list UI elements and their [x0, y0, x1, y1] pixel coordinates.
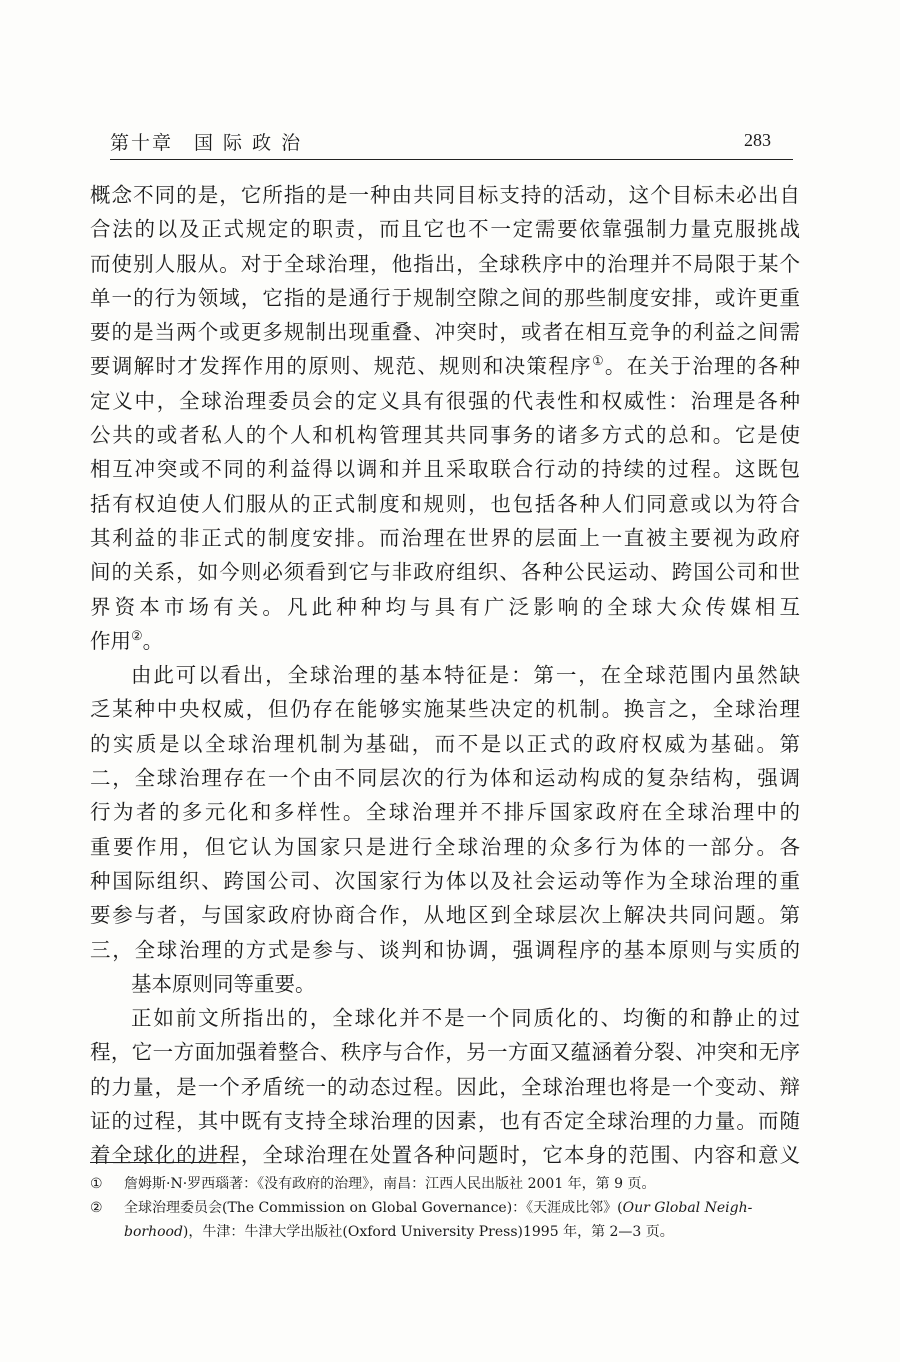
text-line: 由此可以看出，全球治理的基本特征是：第一，在全球范围内虽然缺 — [131, 663, 800, 688]
text-line: 间的关系，如今则必须看到它与非政府组织、各种公民运动、跨国公司和世 — [90, 560, 800, 585]
running-head — [110, 128, 793, 158]
text-line: 概念不同的是，它所指的是一种由共同目标支持的活动，这个目标未必出自 — [90, 183, 800, 207]
text-line: 要的是当两个或更多规制出现重叠、冲突时，或者在相互竞争的利益之间需 — [90, 320, 800, 345]
text-line: 合法的以及正式规定的职责，而且它也不一定需要依靠强制力量克服挑战 — [90, 217, 800, 242]
text-line: 定义中，全球治理委员会的定义具有很强的代表性和权威性：治理是各种 — [90, 388, 800, 413]
text-line: 界资本市场有关。凡此种种均与具有广泛影响的全球大众传媒相互 — [90, 594, 800, 619]
paragraph-1 — [90, 178, 800, 658]
footnote-text: 全球治理委员会(The Commission on Global Governance)：《天涯成比邻》(Our Global Neigh- borhood)，牛津：牛津大学出版社(Oxford University Press)1995 年，第 2—3 页。 — [124, 1200, 753, 1240]
text-line: 正如前文所指出的，全球化并不是一个同质化的、均衡的和静止的过 — [131, 1006, 800, 1031]
footnote-1 — [90, 1172, 800, 1196]
text-line: 而使别人服从。对于全球治理，他指出，全球秩序中的治理并不局限于某个 — [90, 251, 800, 276]
text-line: 证的过程，其中既有支持全球治理的因素，也有否定全球治理的力量。而随 — [90, 1109, 800, 1134]
text-line: 程，它一方面加强着整合、秩序与合作，另一方面又蕴涵着分裂、冲突和无序 — [90, 1040, 800, 1065]
text-line: 重要作用，但它认为国家只是进行全球治理的众多行为体的一部分。各 — [90, 834, 800, 859]
text-line: 括有权迫使人们服从的正式制度和规则，也包括各种人们同意或以为符合 — [90, 491, 800, 516]
text-line: 单一的行为领域，它指的是通行于规制空隙之间的那些制度安排，或许更重 — [90, 285, 800, 310]
footnote-ref-1: ① — [591, 354, 605, 370]
footnote-ref-2: ② — [131, 629, 143, 645]
text-line: 行为者的多元化和多样性。全球治理并不排斥国家政府在全球治理中的 — [90, 800, 800, 825]
header-rule — [110, 159, 793, 160]
text-line: 着全球化的进程，全球治理在处置各种问题时，它本身的范围、内容和意义 — [90, 1143, 800, 1168]
page-number: 283 — [744, 130, 771, 150]
paragraph-2 — [90, 658, 800, 1001]
text-line: 乏某种中央权威，但仍存在能够实施某些决定的机制。换言之，全球治理 — [90, 697, 800, 722]
footnote-text: 詹姆斯·N·罗西瑙著：《没有政府的治理》，南昌：江西人民出版社 2001 年，第 9 页。 — [124, 1176, 656, 1192]
paragraph-3 — [90, 1001, 800, 1172]
footnotes — [90, 1172, 800, 1244]
text-line: 二，全球治理存在一个由不同层次的行为体和运动构成的复杂结构，强调 — [90, 766, 800, 791]
footnote-rule — [90, 1162, 230, 1163]
footnote-mark: ① — [90, 1176, 103, 1192]
text-line: 种国际组织、跨国公司、次国家行为体以及社会运动等作为全球治理的重 — [90, 868, 800, 893]
text-line: 公共的或者私人的个人和机构管理其共同事务的诸多方式的总和。它是使 — [90, 423, 800, 448]
body-text — [90, 178, 800, 1173]
text-line: 三，全球治理的方式是参与、谈判和协调，强调程序的基本原则与实质的 — [90, 937, 800, 962]
text-line: 要调解时才发挥作用的原则、规范、规则和决策程序①。在关于治理的各种 — [90, 354, 801, 379]
text-line-last: 作用②。 — [90, 628, 164, 653]
footnote-mark: ② — [90, 1200, 103, 1216]
text-line: 的实质是以全球治理机制为基础，而不是以正式的政府权威为基础。第 — [90, 731, 800, 756]
text-line: 其利益的非正式的制度安排。而治理在世界的层面上一直被主要视为政府 — [90, 525, 800, 550]
text-line: 要参与者，与国家政府协商合作，从地区到全球层次上解决共同问题。第 — [90, 903, 800, 928]
footnote-2 — [90, 1196, 800, 1244]
chapter-title: 第十章 国 际 政 治 — [110, 132, 303, 154]
text-line: 相互冲突或不同的利益得以调和并且采取联合行动的持续的过程。这既包 — [90, 457, 800, 482]
text-line: 的力量，是一个矛盾统一的动态过程。因此，全球治理也将是一个变动、辩 — [90, 1074, 800, 1099]
text-line-last: 基本原则同等重要。 — [131, 971, 316, 996]
